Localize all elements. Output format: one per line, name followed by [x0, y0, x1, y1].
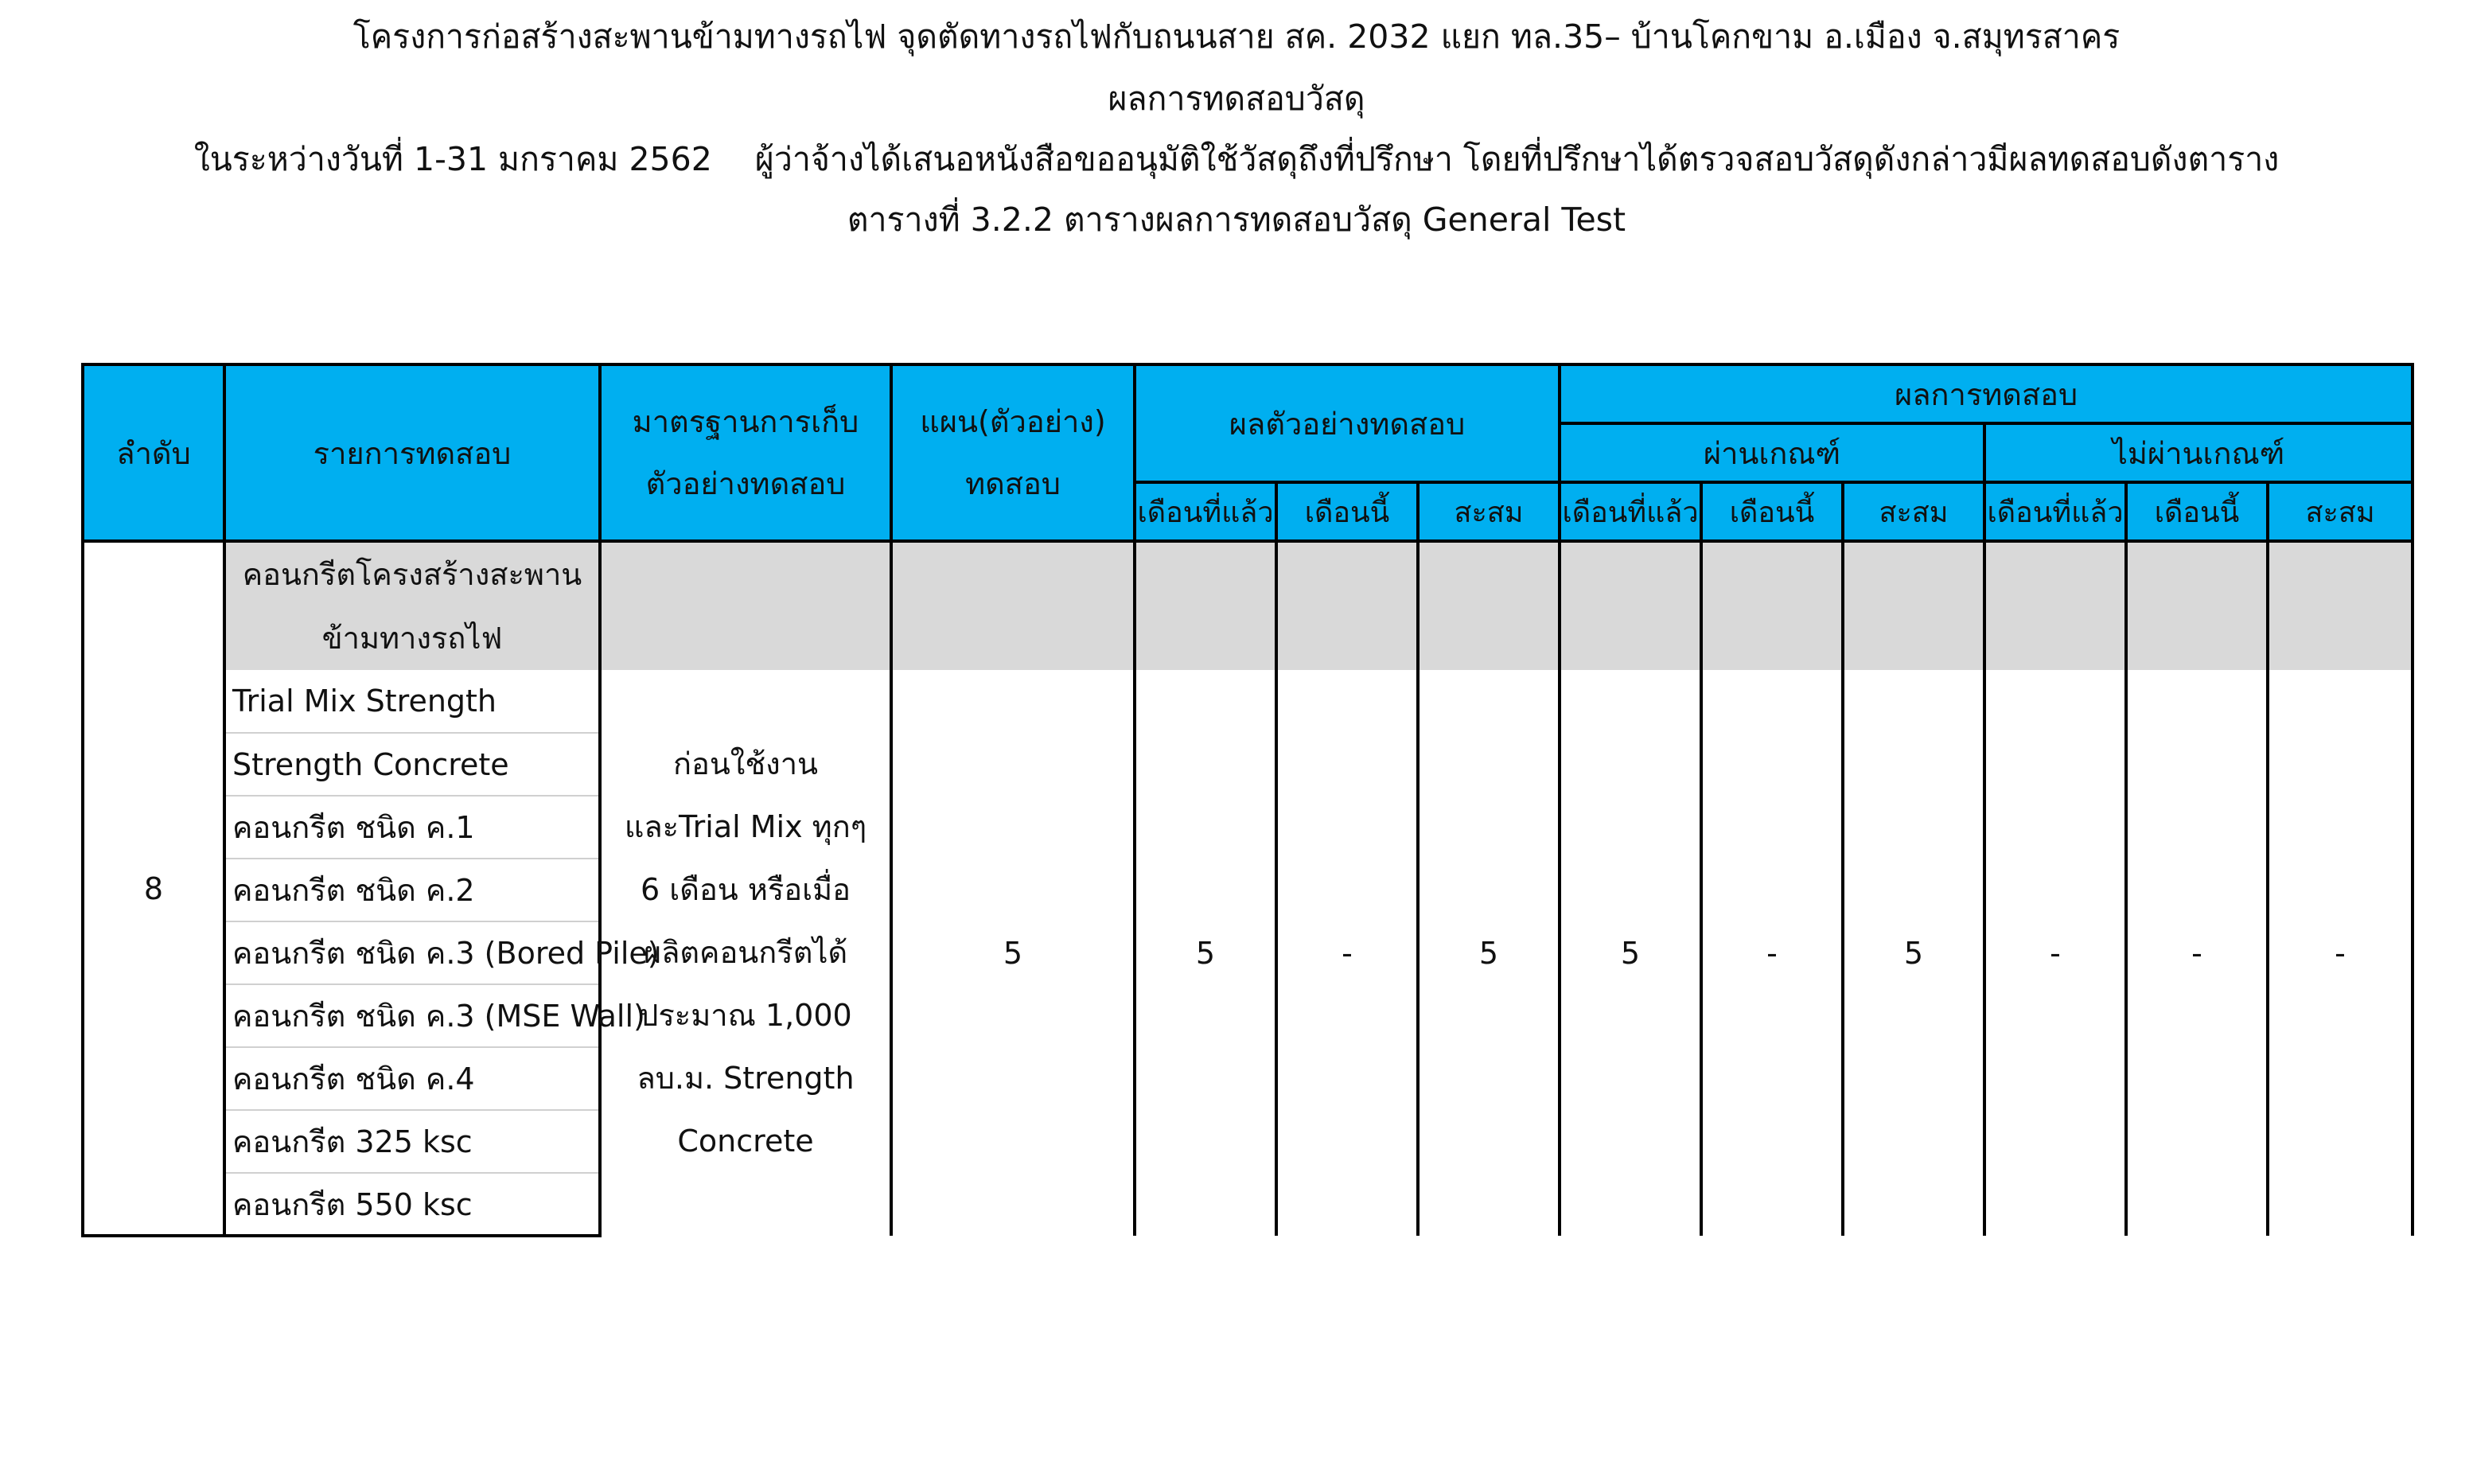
header-results: ผลการทดสอบ: [1560, 364, 2413, 423]
header-samples: ผลตัวอย่างทดสอบ: [1135, 364, 1560, 482]
item-cell: คอนกรีต 550 ksc: [224, 1173, 600, 1236]
header-standard: มาตรฐานการเก็บตัวอย่างทดสอบ: [600, 364, 891, 541]
group-fill: [2268, 541, 2413, 670]
sample-last-month-value: 5: [1135, 670, 1276, 1236]
item-cell: คอนกรีต ชนิด ค.1: [224, 796, 600, 859]
header-fail: ไม่ผ่านเกณฑ์: [1984, 423, 2413, 482]
sample-cumulative-value: 5: [1418, 670, 1560, 1236]
sampling-standard: ก่อนใช้งานและTrial Mix ทุกๆ 6 เดือน หรือเมื่อผลิตคอนกรีตได้ประมาณ 1,000 ลบ.ม. Strength Concrete: [600, 670, 891, 1236]
item-cell: คอนกรีต ชนิด ค.3 (MSE Wall): [224, 984, 600, 1047]
group-fill: [1135, 541, 1276, 670]
table-body: [83, 541, 2413, 1236]
period-line: [0, 134, 2473, 185]
project-title: โครงการก่อสร้างสะพานข้ามทางรถไฟ จุดตัดทางรถไฟกับถนนสาย สค. 2032 แยก ทล.35– บ้านโคกขาม อ.เมือง จ.สมุทรสาคร: [352, 18, 2121, 56]
group-row: [83, 541, 2413, 670]
fail-this-month-value: -: [2126, 670, 2268, 1236]
row-number: 8: [83, 541, 224, 1236]
pass-cumulative-value: 5: [1843, 670, 1984, 1236]
group-fill: [1701, 541, 1843, 670]
header-sample-last-month: เดือนที่แล้ว: [1135, 482, 1276, 541]
fail-cumulative-value: -: [2268, 670, 2413, 1236]
group-fill: [1418, 541, 1560, 670]
report-title: ผลการทดสอบวัสดุ: [1108, 80, 1365, 118]
group-fill: [600, 541, 891, 670]
group-fill: [891, 541, 1135, 670]
fail-last-month-value: -: [1984, 670, 2126, 1236]
header-item: รายการทดสอบ: [224, 364, 600, 541]
header-pass: ผ่านเกณฑ์: [1560, 423, 1984, 482]
pass-last-month-value: 5: [1560, 670, 1701, 1236]
header-fail-cumulative: สะสม: [2268, 482, 2413, 541]
header-pass-last-month: เดือนที่แล้ว: [1560, 482, 1701, 541]
group-fill: [1843, 541, 1984, 670]
group-fill: [1276, 541, 1418, 670]
item-cell: Trial Mix Strength: [224, 670, 600, 733]
table-caption: ตารางที่ 3.2.2 ตารางผลการทดสอบวัสดุ General Test: [847, 201, 1626, 239]
test-results-table: [81, 363, 2414, 1237]
header-pass-cumulative: สะสม: [1843, 482, 1984, 541]
group-fill: [1560, 541, 1701, 670]
header-fail-this-month: เดือนนี้: [2126, 482, 2268, 541]
group-fill: [2126, 541, 2268, 670]
header-sample-this-month: เดือนนี้: [1276, 482, 1418, 541]
header-fail-last-month: เดือนที่แล้ว: [1984, 482, 2126, 541]
group-label: คอนกรีตโครงสร้างสะพานข้ามทางรถไฟ: [224, 541, 600, 670]
pass-this-month-value: -: [1701, 670, 1843, 1236]
item-cell: คอนกรีต ชนิด ค.2: [224, 859, 600, 921]
period-description: ผู้ว่าจ้างได้เสนอหนังสือขออนุมัติใช้วัสดุถึงที่ปรึกษา โดยที่ปรึกษาได้ตรวจสอบวัสดุดังกล่าวมีผลทดสอบดังตาราง: [754, 140, 2280, 178]
item-cell: คอนกรีต ชนิด ค.4: [224, 1047, 600, 1110]
sample-this-month-value: -: [1276, 670, 1418, 1236]
plan-value: 5: [891, 670, 1135, 1236]
period-date: ในระหว่างวันที่ 1-31 มกราคม 2562: [193, 140, 712, 178]
item-cell: คอนกรีต 325 ksc: [224, 1110, 600, 1173]
table-row: [83, 670, 2413, 733]
header-plan: แผน(ตัวอย่าง) ทดสอบ: [891, 364, 1135, 541]
group-fill: [1984, 541, 2126, 670]
header-pass-this-month: เดือนนี้: [1701, 482, 1843, 541]
header-no: ลำดับ: [83, 364, 224, 541]
item-cell: Strength Concrete: [224, 733, 600, 796]
header-sample-cumulative: สะสม: [1418, 482, 1560, 541]
item-cell: คอนกรีต ชนิด ค.3 (Bored Pile): [224, 921, 600, 984]
table-header: [83, 364, 2413, 541]
